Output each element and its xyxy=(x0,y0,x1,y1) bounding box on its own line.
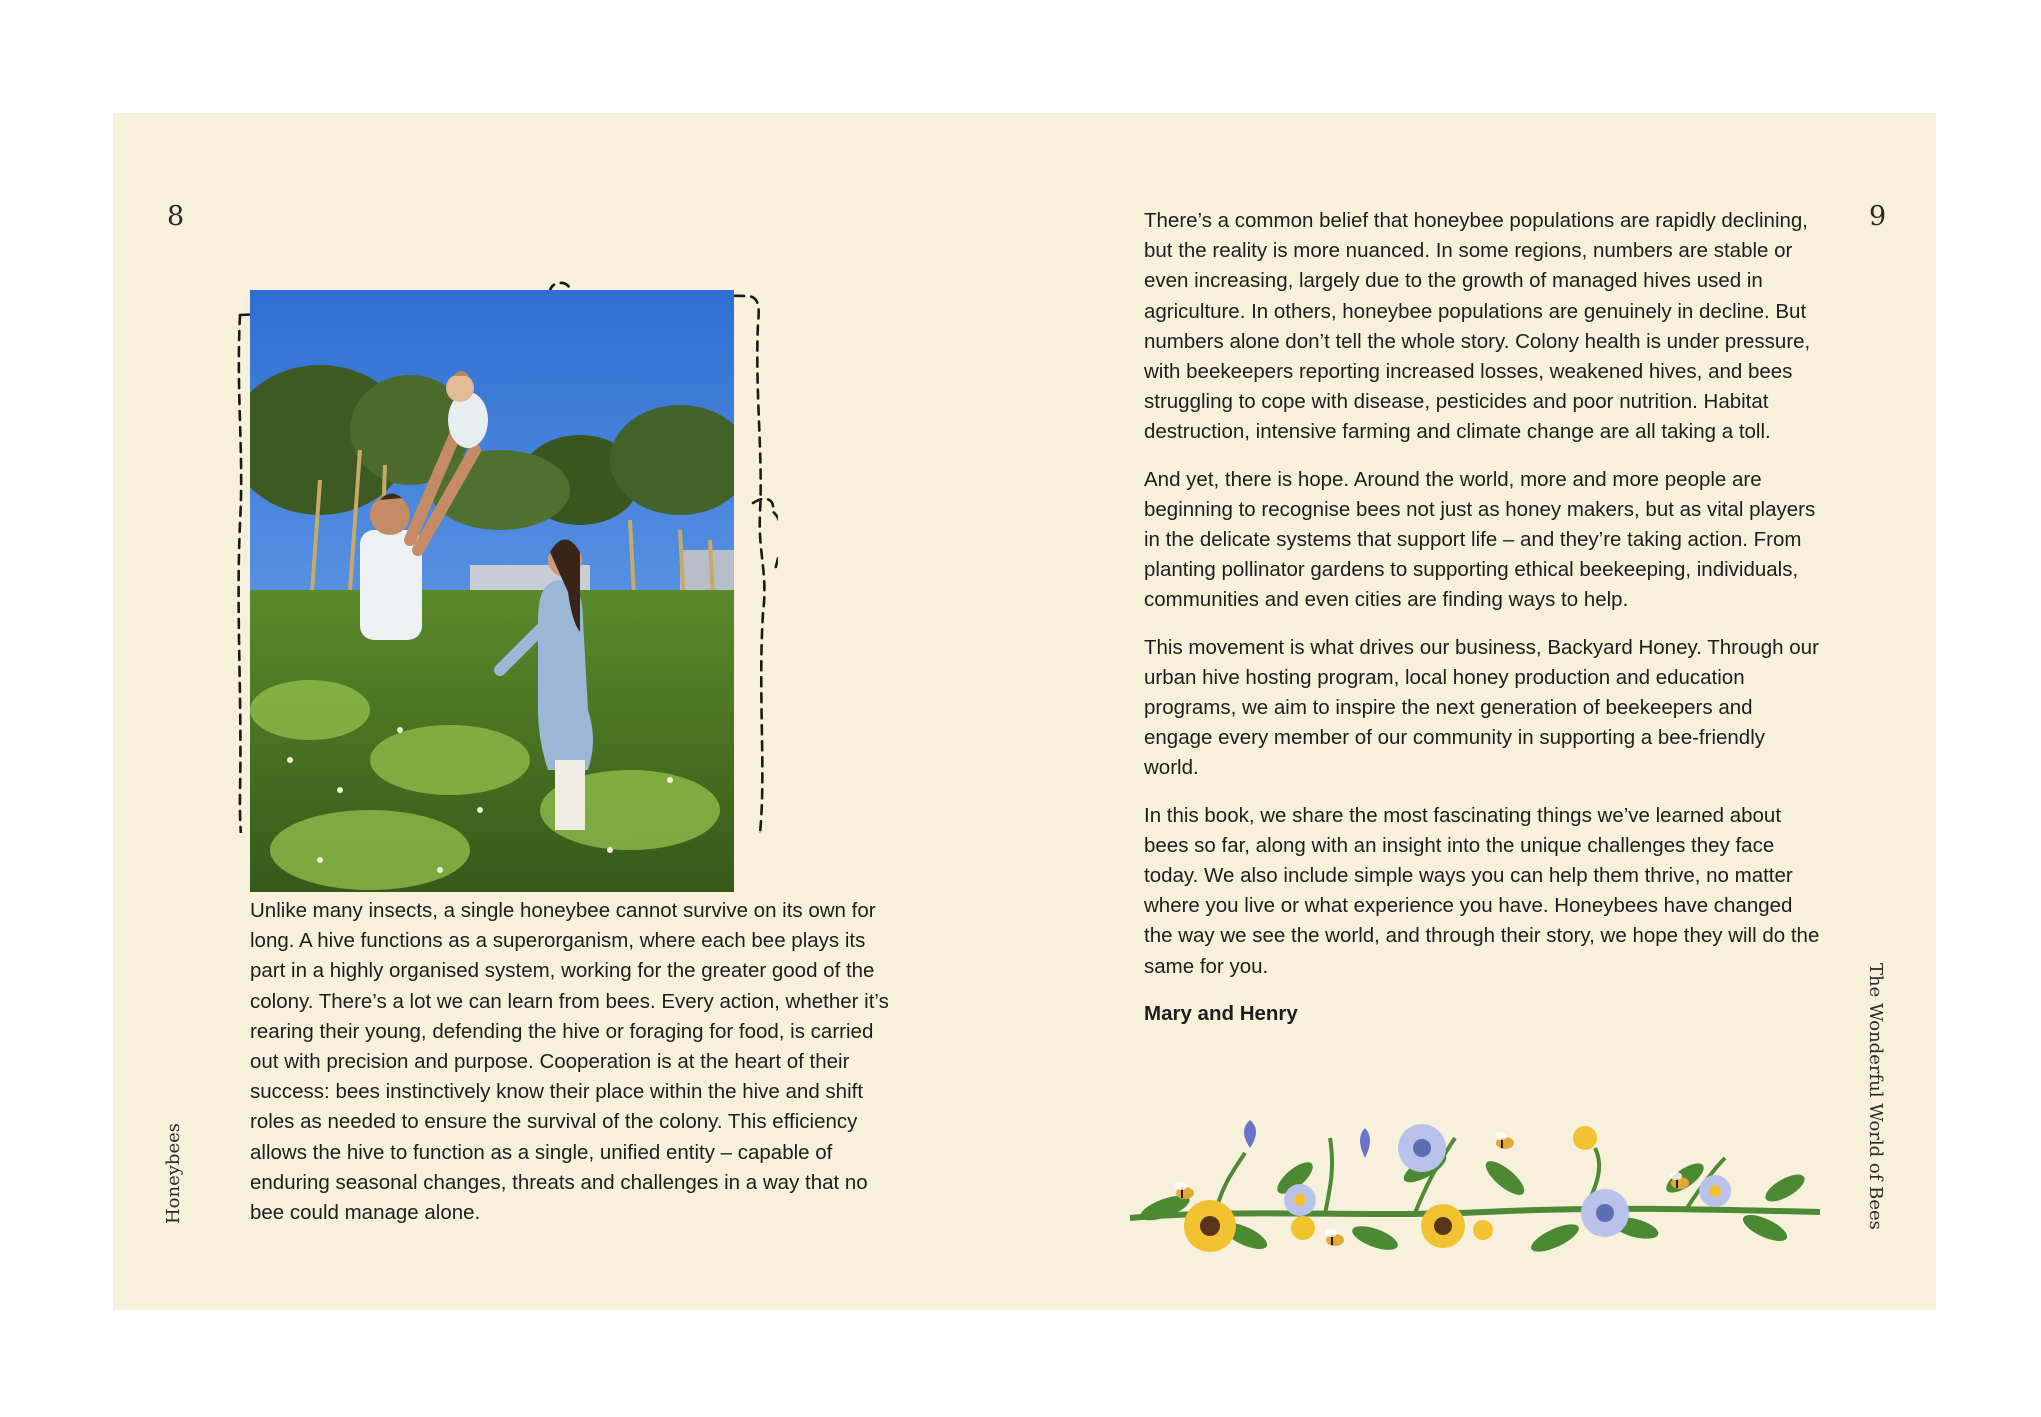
right-page-text xyxy=(1144,206,1824,1046)
page-number-right: 9 xyxy=(1869,201,1887,232)
floral-vine-with-bees-icon xyxy=(1125,1108,1825,1258)
photo-with-frame xyxy=(228,193,778,833)
body-paragraph: This movement is what drives our business, Backyard Honey. Through our urban hive hosting program, local honey production and education programs, we aim to inspire the next generation of beekeepers and engage every member of our community in supporting a bee-friendly world. xyxy=(1144,635,1819,780)
family-in-garden-photo-icon xyxy=(250,290,734,892)
body-paragraph: There’s a common belief that honeybee populations are rapidly declining, but the reality is more nuanced. In some regions, numbers are stable or even increasing, largely due to the growth of managed hives used in agriculture. In others, honeybee populations are genuinely in decline. But numbers alone don’t tell the whole story. Colony health is under pressure, with beekeepers reporting increased losses, weakened hives, and bees struggling to cope with disease, pesticides and poor nutrition. Habitat destruction, intensive farming and climate change are all taking a toll. xyxy=(1144,209,1811,444)
body-paragraph: In this book, we share the most fascinating things we’ve learned about bees so far, along with an insight into the unique challenges they face today. We also include simple ways you can help them thrive, no matter where you live or what experience you have. Honeybees have changed the way we see the world, and through their story, we hope they will do the same for you. xyxy=(1144,803,1820,978)
page-number-left: 8 xyxy=(167,201,185,232)
family-garden-photo xyxy=(250,290,734,892)
left-page-paragraph xyxy=(250,896,890,1245)
running-head-left: Honeybees xyxy=(163,1123,184,1225)
body-paragraph: And yet, there is hope. Around the world, more and more people are beginning to recognise bees not just as honey makers, but as vital players in the delicate systems that support life – and they’re taking action. From planting pollinator gardens to supporting ethical beekeeping, individuals, communities and even cities are finding ways to help. xyxy=(1144,467,1816,612)
book-spread xyxy=(113,113,1936,1310)
signature: Mary and Henry xyxy=(1144,1001,1298,1025)
running-head-right: The Wonderful World of Bees xyxy=(1865,963,1886,1230)
body-paragraph: Unlike many insects, a single honeybee cannot survive on its own for long. A hive functions as a superorganism, where each bee plays its part in a highly organised system, working for the greater good of the colony. There’s a lot we can learn from bees. Every action, whether it’s rearing their young, defending the hive or foraging for food, is carried out with precision and purpose. Cooperation is at the heart of their success: bees instinctively know their place within the hive and shift roles as needed to ensure the survival of the colony. This efficiency allows the hive to function as a single, unified entity – capable of enduring seasonal changes, threats and challenges in a way that no bee could manage alone. xyxy=(250,899,889,1225)
